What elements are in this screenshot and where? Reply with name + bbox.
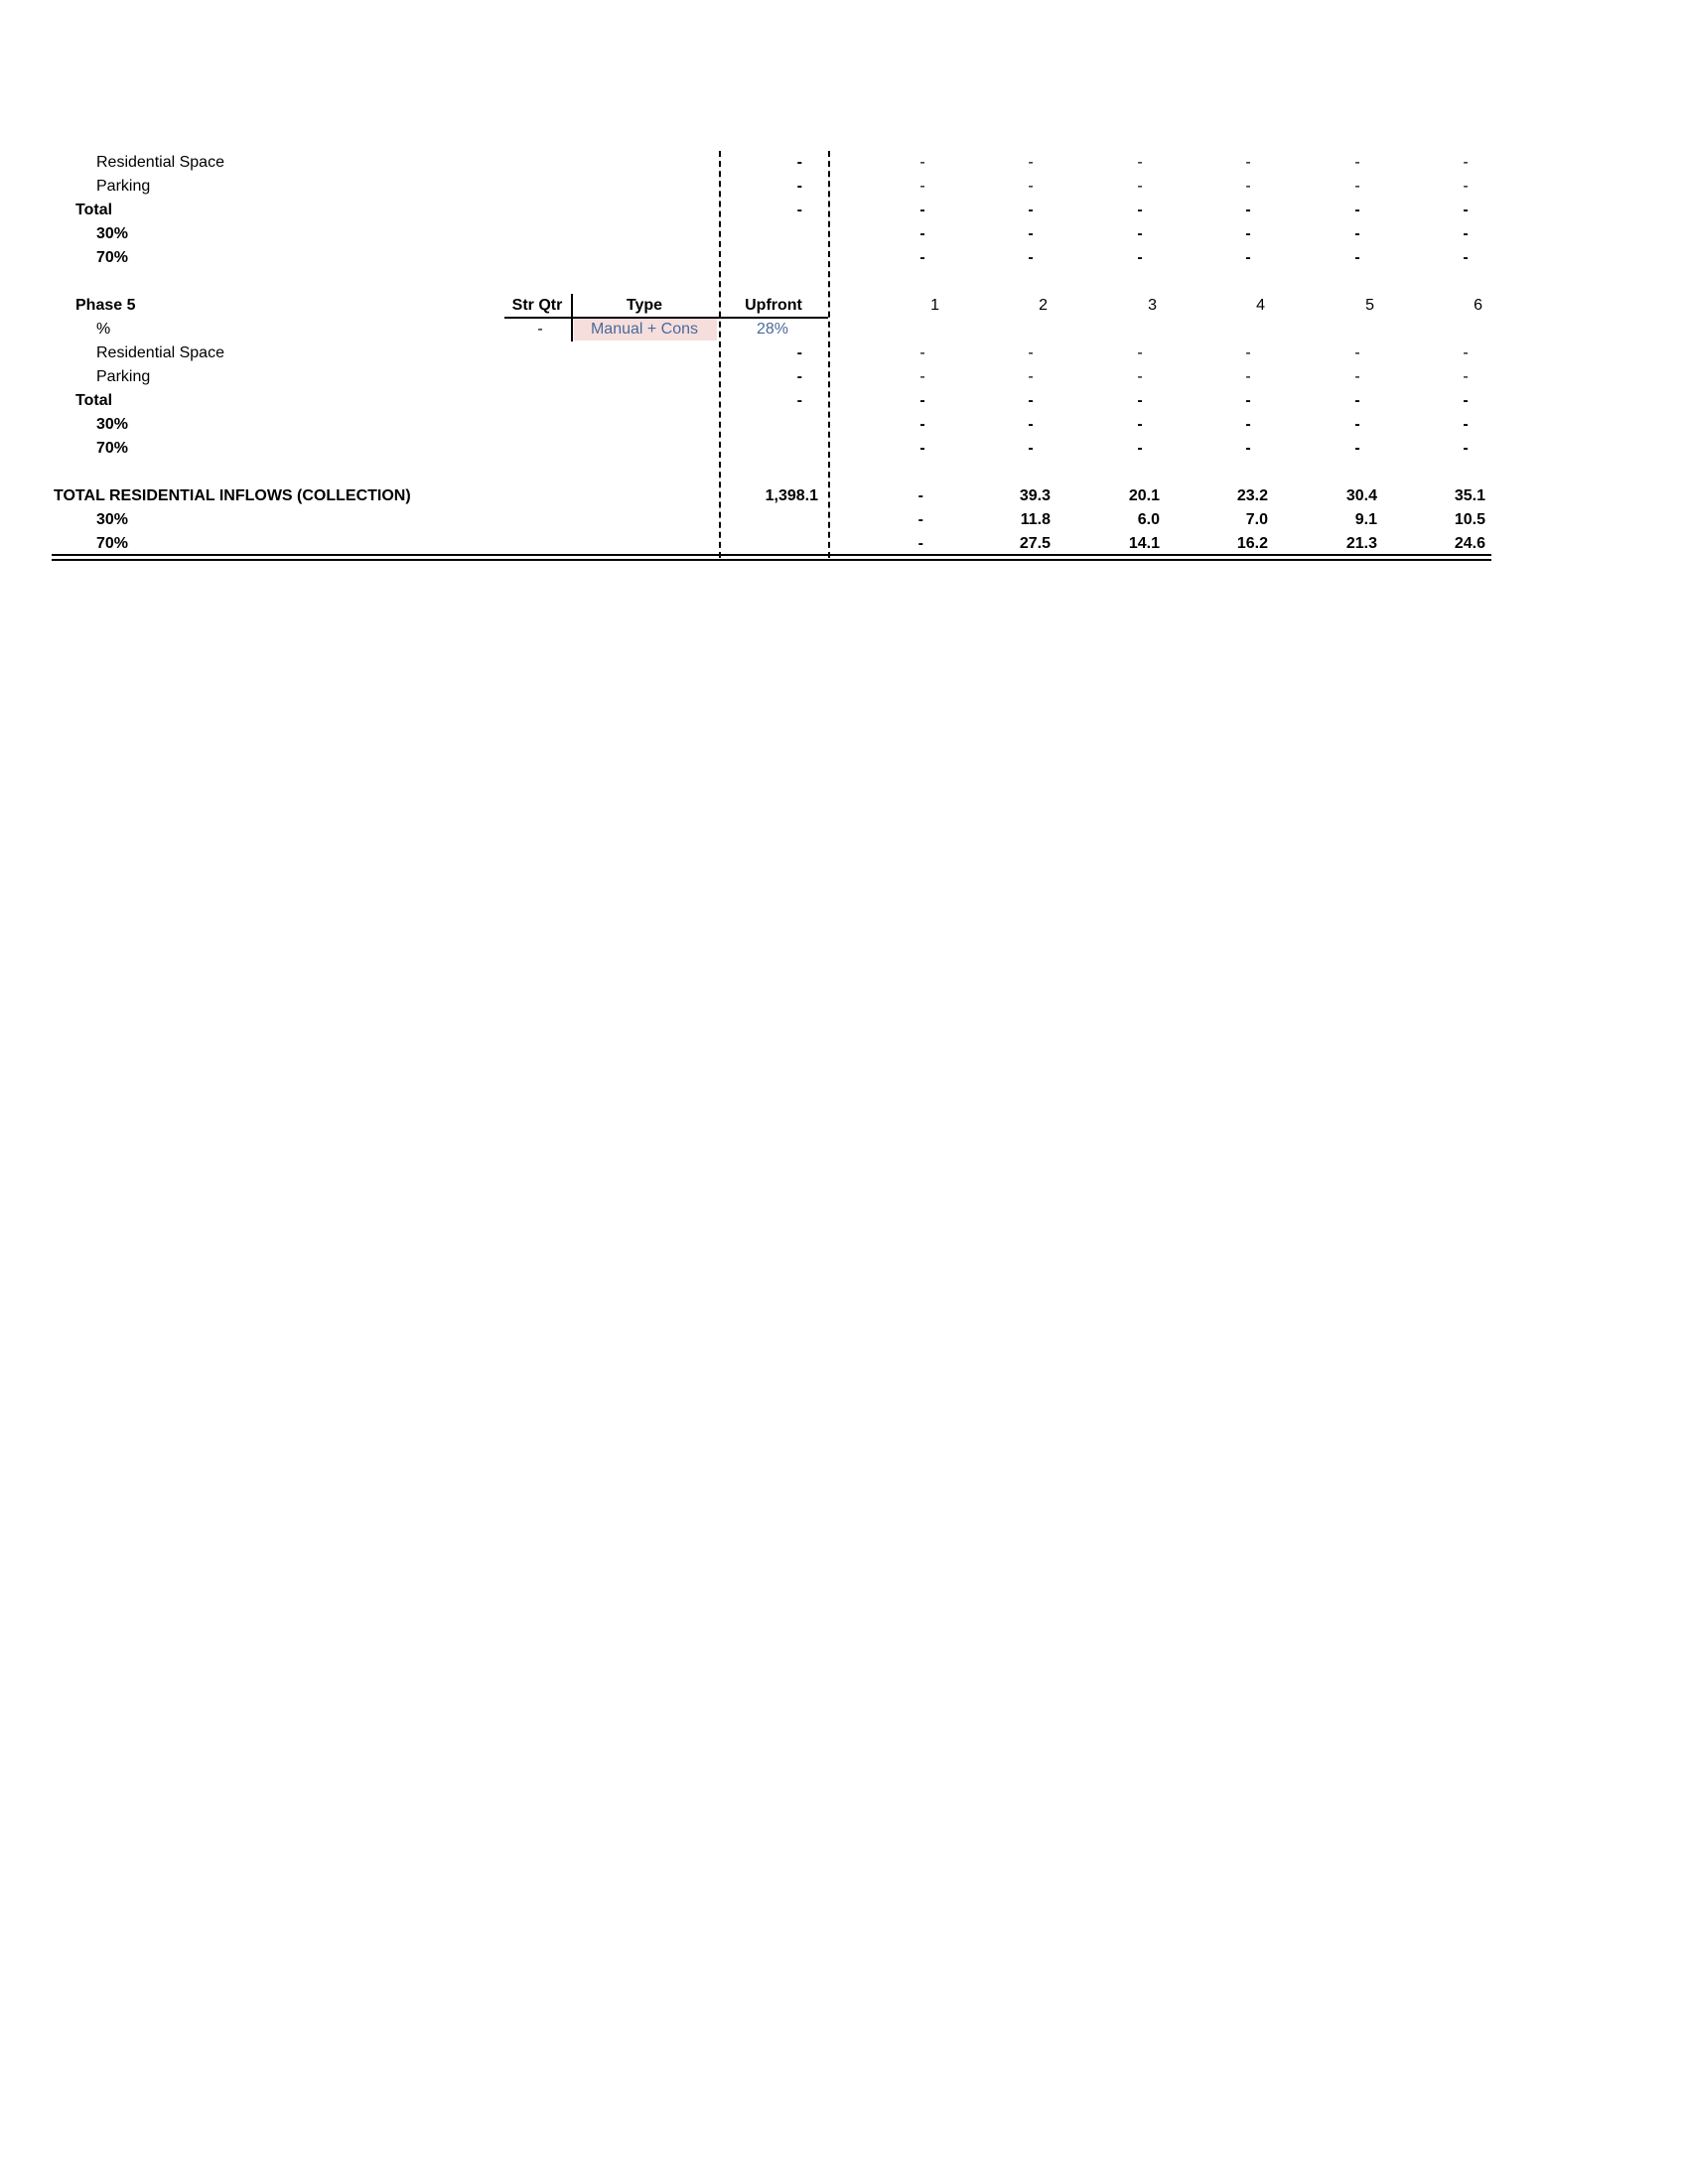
- phase5-row-value: -: [919, 440, 925, 457]
- total-value: 39.3: [1019, 487, 1051, 504]
- block1-row-upfront: -: [796, 202, 802, 218]
- phase5-row-value: -: [1463, 368, 1469, 385]
- block1-row-value: -: [1245, 202, 1251, 218]
- phase5-row-value: -: [1028, 344, 1034, 361]
- phase5-row-label: Residential Space: [96, 344, 224, 361]
- str-qtr-value[interactable]: -: [537, 321, 543, 338]
- phase5-row-value: -: [919, 416, 925, 433]
- phase5-row-upfront: -: [796, 392, 802, 409]
- phase5-row-value: -: [919, 392, 925, 409]
- total-split-value: 24.6: [1454, 535, 1485, 552]
- block1-row-value: -: [1028, 202, 1034, 218]
- total-value: 30.4: [1345, 487, 1377, 504]
- phase5-row-value: -: [919, 344, 925, 361]
- block1-row-value: -: [1028, 178, 1034, 195]
- phase5-row-value: -: [1245, 392, 1251, 409]
- phase5-row-label: Total: [75, 392, 113, 409]
- phase5-row-value: -: [1245, 344, 1251, 361]
- total-split-value: 11.8: [1020, 511, 1051, 528]
- block1-row-value: -: [1137, 202, 1143, 218]
- block1-row-value: -: [1354, 178, 1360, 195]
- total-split-value: 27.5: [1019, 535, 1051, 552]
- str-qtr-header: Str Qtr: [511, 297, 563, 314]
- block1-row-label: 70%: [96, 249, 129, 266]
- block1-row-value: -: [1245, 225, 1251, 242]
- block1-row-value: -: [1354, 154, 1360, 171]
- phase5-row-value: -: [1354, 416, 1360, 433]
- total-value: 23.2: [1236, 487, 1268, 504]
- phase5-row-value: -: [1463, 440, 1469, 457]
- phase5-row-value: -: [1245, 416, 1251, 433]
- phase5-row-value: -: [1137, 392, 1143, 409]
- block1-row-value: -: [1028, 225, 1034, 242]
- block1-row-label: 30%: [96, 225, 129, 242]
- total-value: -: [917, 487, 923, 504]
- block1-row-value: -: [1245, 178, 1251, 195]
- block1-row-value: -: [1137, 178, 1143, 195]
- total-split-value: 9.1: [1354, 511, 1377, 528]
- phase5-row-label: 70%: [96, 440, 129, 457]
- block1-row-value: -: [1137, 225, 1143, 242]
- block1-row-value: -: [919, 154, 925, 171]
- block1-row-value: -: [1245, 154, 1251, 171]
- phase5-row-upfront: -: [796, 368, 802, 385]
- upfront-header: Upfront: [745, 297, 802, 314]
- total-split-value: -: [917, 511, 923, 528]
- block1-row-value: -: [1137, 154, 1143, 171]
- pct-row-label: %: [96, 321, 111, 338]
- type-header: Type: [626, 297, 663, 314]
- block1-row-value: -: [1354, 225, 1360, 242]
- phase5-row-value: -: [1354, 368, 1360, 385]
- phase5-row-label: 30%: [96, 416, 129, 433]
- phase5-row-value: -: [1137, 440, 1143, 457]
- phase5-row-value: -: [1028, 368, 1034, 385]
- phase5-row-value: -: [1028, 416, 1034, 433]
- block1-row-value: -: [1028, 154, 1034, 171]
- total-split-value: 7.0: [1245, 511, 1268, 528]
- total-value: 35.1: [1454, 487, 1485, 504]
- phase5-row-value: -: [1137, 368, 1143, 385]
- phase5-row-label: Parking: [96, 368, 151, 385]
- phase5-row-value: -: [1245, 368, 1251, 385]
- total-split-value: 14.1: [1128, 535, 1160, 552]
- phase5-row-value: -: [1028, 392, 1034, 409]
- block1-row-label: Residential Space: [96, 154, 224, 171]
- phase5-row-value: -: [1028, 440, 1034, 457]
- block1-row-value: -: [1463, 249, 1469, 266]
- block1-row-value: -: [919, 249, 925, 266]
- period-header: 3: [1148, 297, 1157, 314]
- total-split-label: 30%: [96, 511, 129, 528]
- type-value[interactable]: Manual + Cons: [590, 321, 699, 338]
- phase5-row-value: -: [1463, 344, 1469, 361]
- total-split-label: 70%: [96, 535, 129, 552]
- block1-row-value: -: [919, 225, 925, 242]
- block1-row-value: -: [1463, 178, 1469, 195]
- block1-row-value: -: [1137, 249, 1143, 266]
- phase5-title: Phase 5: [75, 297, 136, 314]
- phase5-row-value: -: [1354, 344, 1360, 361]
- block1-row-value: -: [1245, 249, 1251, 266]
- phase5-row-value: -: [1463, 416, 1469, 433]
- block1-row-value: -: [1463, 225, 1469, 242]
- total-upfront: 1,398.1: [765, 487, 818, 504]
- block1-row-value: -: [919, 202, 925, 218]
- block1-row-value: -: [1463, 154, 1469, 171]
- phase5-row-value: -: [919, 368, 925, 385]
- upfront-left-divider: [719, 151, 721, 558]
- period-header: 4: [1256, 297, 1265, 314]
- block1-row-value: -: [1028, 249, 1034, 266]
- upfront-pct-value[interactable]: 28%: [756, 321, 789, 338]
- total-split-value: 16.2: [1236, 535, 1268, 552]
- phase5-row-value: -: [1137, 416, 1143, 433]
- block1-row-upfront: -: [796, 178, 802, 195]
- period-header: 1: [930, 297, 939, 314]
- block1-row-value: -: [919, 178, 925, 195]
- phase5-row-value: -: [1137, 344, 1143, 361]
- total-split-value: 10.5: [1454, 511, 1485, 528]
- phase5-row-value: -: [1354, 440, 1360, 457]
- total-split-value: 21.3: [1345, 535, 1377, 552]
- block1-row-label: Parking: [96, 178, 151, 195]
- phase5-row-upfront: -: [796, 344, 802, 361]
- phase5-row-value: -: [1245, 440, 1251, 457]
- phase5-row-value: -: [1354, 392, 1360, 409]
- phase5-row-value: -: [1463, 392, 1469, 409]
- block1-row-value: -: [1354, 249, 1360, 266]
- total-double-underline: [52, 554, 1491, 561]
- total-split-value: -: [917, 535, 923, 552]
- period-header: 5: [1365, 297, 1374, 314]
- total-split-value: 6.0: [1137, 511, 1160, 528]
- block1-row-value: -: [1354, 202, 1360, 218]
- upfront-right-divider: [828, 151, 830, 558]
- period-header: 6: [1474, 297, 1482, 314]
- total-value: 20.1: [1128, 487, 1160, 504]
- total-inflows-label: TOTAL RESIDENTIAL INFLOWS (COLLECTION): [54, 487, 411, 504]
- str-qtr-divider: [571, 294, 573, 341]
- period-header: 2: [1039, 297, 1048, 314]
- block1-row-upfront: -: [796, 154, 802, 171]
- block1-row-label: Total: [75, 202, 113, 218]
- block1-row-value: -: [1463, 202, 1469, 218]
